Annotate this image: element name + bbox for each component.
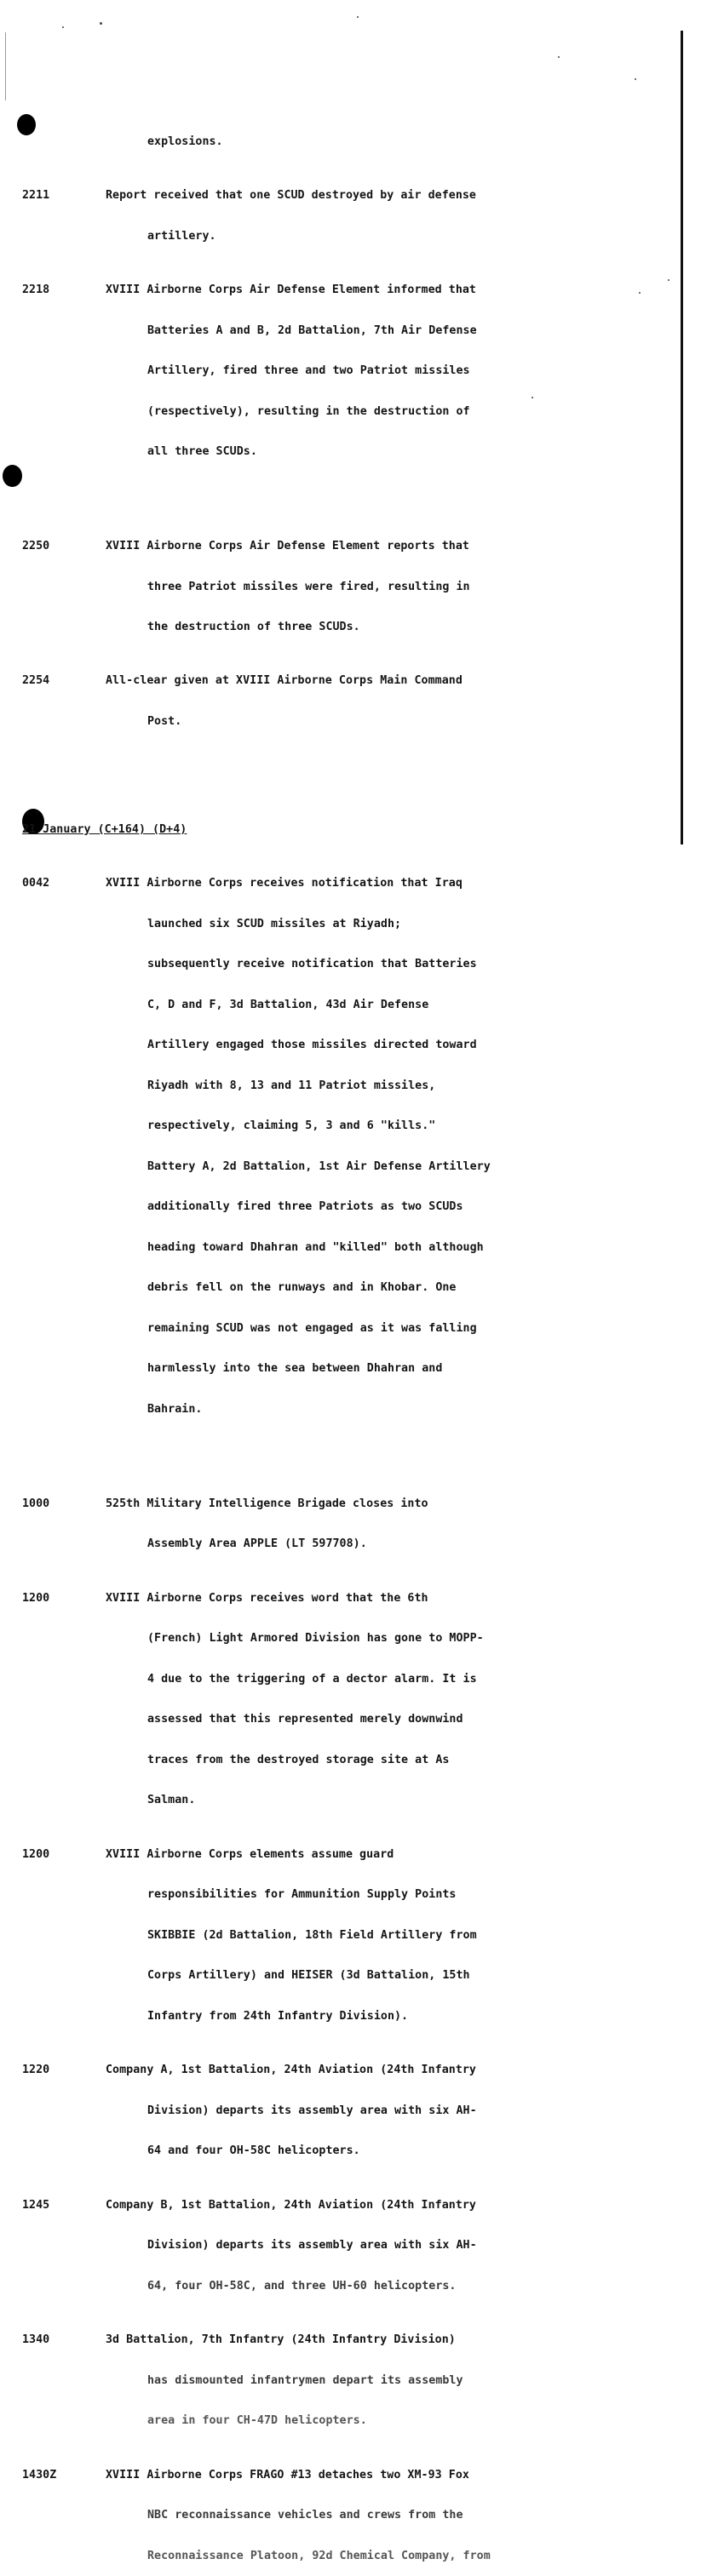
scan-speck: [558, 56, 560, 58]
log-entry-1200a: 1200 XVIII Airborne Corps receives word that the 6th: [22, 1591, 428, 1605]
scan-speck: [5, 32, 6, 100]
log-entry-1430: 1430Z XVIII Airborne Corps FRAGO #13 detaches two XM-93 Fox: [22, 2468, 469, 2482]
chronology-text: explosions. 2211 Report received that one SCUD destroyed by air defense artillery. 2218 XVIII Airborne Corps Air Defense Element informed that Batteries A and B, 2d Battalion, 7th Air Defense Artillery, fired three and two Patriot missiles (respectively), resulting in the destruction of all three SCUDs. 2250 XVIII Airborne Corps Air Defense Element reports that three Patriot missiles were fired, resulting in the destruction of three SCUDs. 2254 All-clear given at XVIII Airborne Corps Main Command Post. 21 January (C+164) (D+4) 0042 XVIII Airborne Corps receives notification that Iraq launched six SCUD missiles at Riyadh; subsequently receive notification that Batteries C, D and F, 3d Battalion, 43d Air Defense Artillery engaged those missiles directed toward Riyadh with 8, 13 and 11 Patriot missiles, respectively, claiming 5, 3 and 6 "kills." Battery A, 2d Battalion, 1st Air Defense Artillery additionally fired three Patriots as two SCUDs heading toward Dhahran and "killed" both although debris fell on the runways and in Khobar. One remaining SCUD was not engaged as it was falling harmlessly into the sea between Dhahran and Bahrain. 1000 525th Military Intelligence Brigade closes into Assembly Area APPLE (LT 597708). 1200 XVIII Airborne Corps receives word that the 6th (French) Light Armored Division has gone to MOPP- 4 due to the triggering of a dector alarm. It is assessed that this represented merely downwind traces from the destroyed storage site at As Salman. 1200 XVIII Airborne Corps elements assume guard responsibilities for Ammunition Supply Points SKIBBIE (2d Battalion, 18th Field Artillery from Corps Artillery) and HEISER (3d Battalion, 15th Infantry from 24th Infantry Division). 1220 Company A, 1st Battalion, 24th Aviation (24th Infantry Division) departs its assembly area with six AH- 64 and four OH-58C helicopters. 1245 Company B, 1st Battalion, 24th Aviation (24th Infantry Division) departs its assembly area with six AH- 64, four OH-58C, and three UH-60 helicopters. 1340 3d Battalion, 7th Infantry (24th Infantry Division) has dismounted infantrymen depart its assembly area in four CH-47D helicopters. 1430Z XVIII Airborne Corps FRAGO #13 detaches two XM-93 Fox NBC reconnaissance vehicles and crews from the Reconnaissance Platoon, 92d Chemical Company, from: [22, 108, 678, 2576]
punch-hole-middle: [3, 465, 22, 487]
date-heading: 21 January (C+164) (D+4): [22, 822, 187, 836]
log-entry-1245: 1245 Company B, 1st Battalion, 24th Aviation (24th Infantry: [22, 2198, 476, 2212]
log-entry-1340: 1340 3d Battalion, 7th Infantry (24th Infantry Division): [22, 2333, 456, 2347]
log-entry-2211: 2211 Report received that one SCUD destroyed by air defense: [22, 189, 476, 203]
log-entry-0042: 0042 XVIII Airborne Corps receives notification that Iraq: [22, 877, 463, 890]
right-margin-line: [681, 31, 683, 844]
scan-speck: [357, 16, 359, 18]
scan-speck: [62, 26, 64, 28]
entry-continuation: explosions.: [147, 135, 223, 148]
scan-speck: [100, 22, 102, 25]
scan-speck: [635, 78, 636, 80]
log-entry-2218: 2218 XVIII Airborne Corps Air Defense Element informed that: [22, 283, 476, 296]
log-entry-1000: 1000 525th Military Intelligence Brigade closes into: [22, 1497, 428, 1510]
log-entry-2254: 2254 All-clear given at XVIII Airborne Corps Main Command: [22, 674, 463, 688]
log-entry-1220: 1220 Company A, 1st Battalion, 24th Aviation (24th Infantry: [22, 2064, 476, 2077]
log-entry-1200b: 1200 XVIII Airborne Corps elements assume guard: [22, 1847, 394, 1861]
log-entry-2250: 2250 XVIII Airborne Corps Air Defense Element reports that: [22, 540, 469, 552]
